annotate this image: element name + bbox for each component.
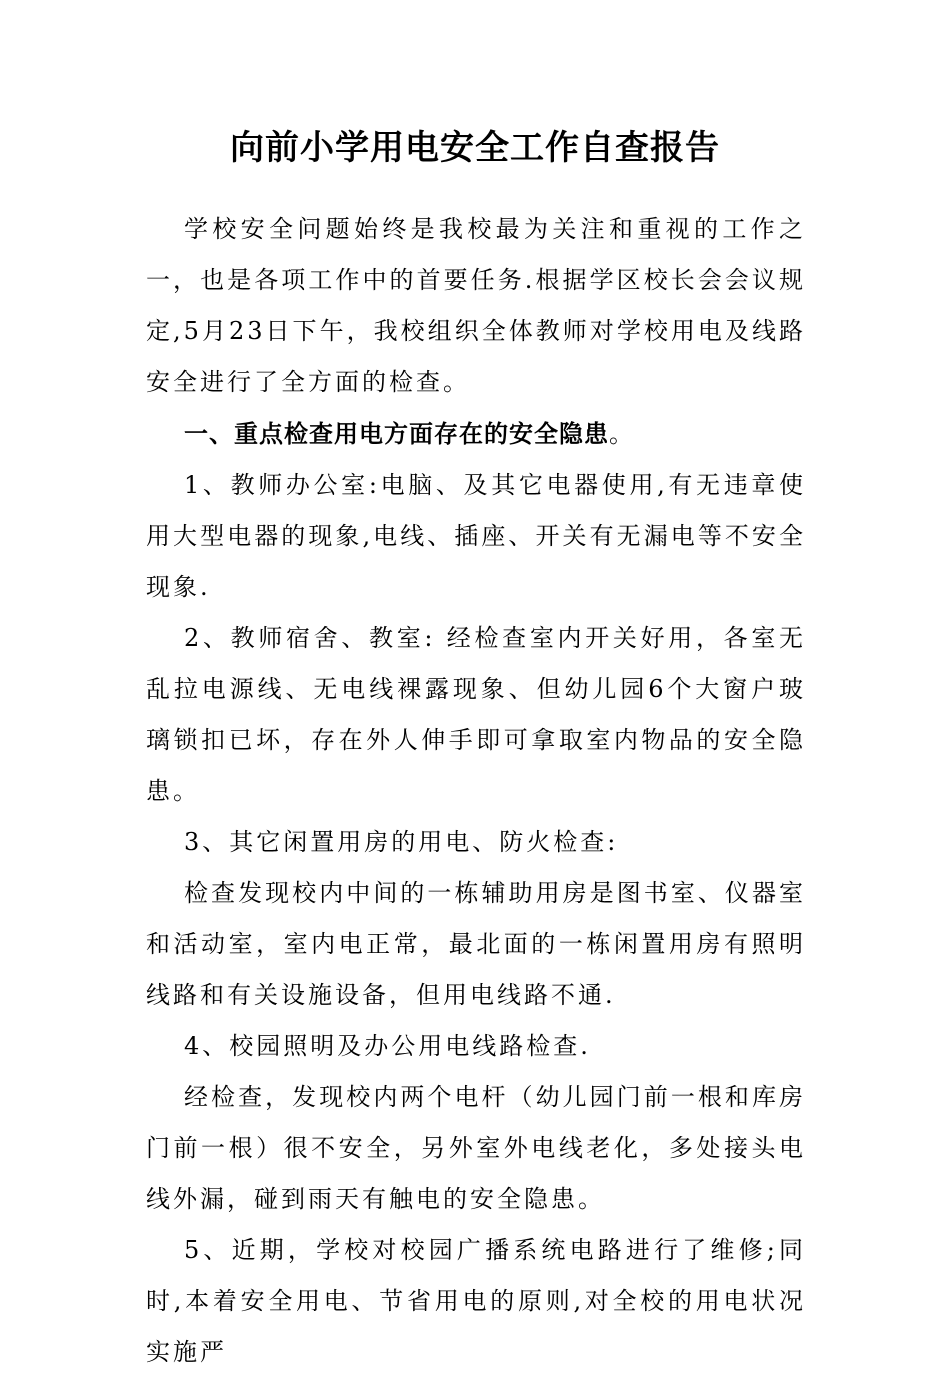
document-body <box>146 204 806 1378</box>
item-1-paragraph: 1、教师办公室:电脑、及其它电器使用,有无违章使用大型电器的现象,电线、插座、开关有无漏电等不安全现象. <box>146 471 806 601</box>
section1-heading: 一、重点检查用电方面存在的安全隐患 <box>184 419 609 448</box>
item-2-paragraph: 2、教师宿舍、教室: 经检查室内开关好用，各室无乱拉电源线、无电线裸露现象、但幼儿园6个大窗户玻璃锁扣已坏，存在外人伸手即可拿取室内物品的安全隐患。 <box>146 624 806 805</box>
item-4-detail-paragraph: 经检查，发现校内两个电杆（幼儿园门前一根和库房门前一根）很不安全，另外室外电线老化，多处接头电线外漏，碰到雨天有触电的安全隐患。 <box>146 1083 806 1213</box>
intro-paragraph: 学校安全问题始终是我校最为关注和重视的工作之一，也是各项工作中的首要任务.根据学区校长会会议规定,5月23日下午，我校组织全体教师对学校用电及线路安全进行了全方面的检查。 <box>146 215 806 396</box>
item-4-paragraph: 4、校园照明及办公用电线路检查. <box>184 1032 591 1060</box>
section1-heading-punct: 。 <box>609 420 636 448</box>
item-5-paragraph: 5、近期，学校对校园广播系统电路进行了维修;同时,本着安全用电、节省用电的原则,对全校的用电状况实施严 <box>146 1236 806 1366</box>
document-title: 向前小学用电安全工作自查报告 <box>230 128 720 168</box>
item-3-paragraph: 3、其它闲置用房的用电、防火检查: <box>184 828 619 856</box>
item-3-detail-paragraph: 检查发现校内中间的一栋辅助用房是图书室、仪器室和活动室，室内电正常，最北面的一栋闲置用房有照明线路和有关设施设备，但用电线路不通. <box>146 879 806 1009</box>
section1-heading-paragraph <box>146 408 806 460</box>
